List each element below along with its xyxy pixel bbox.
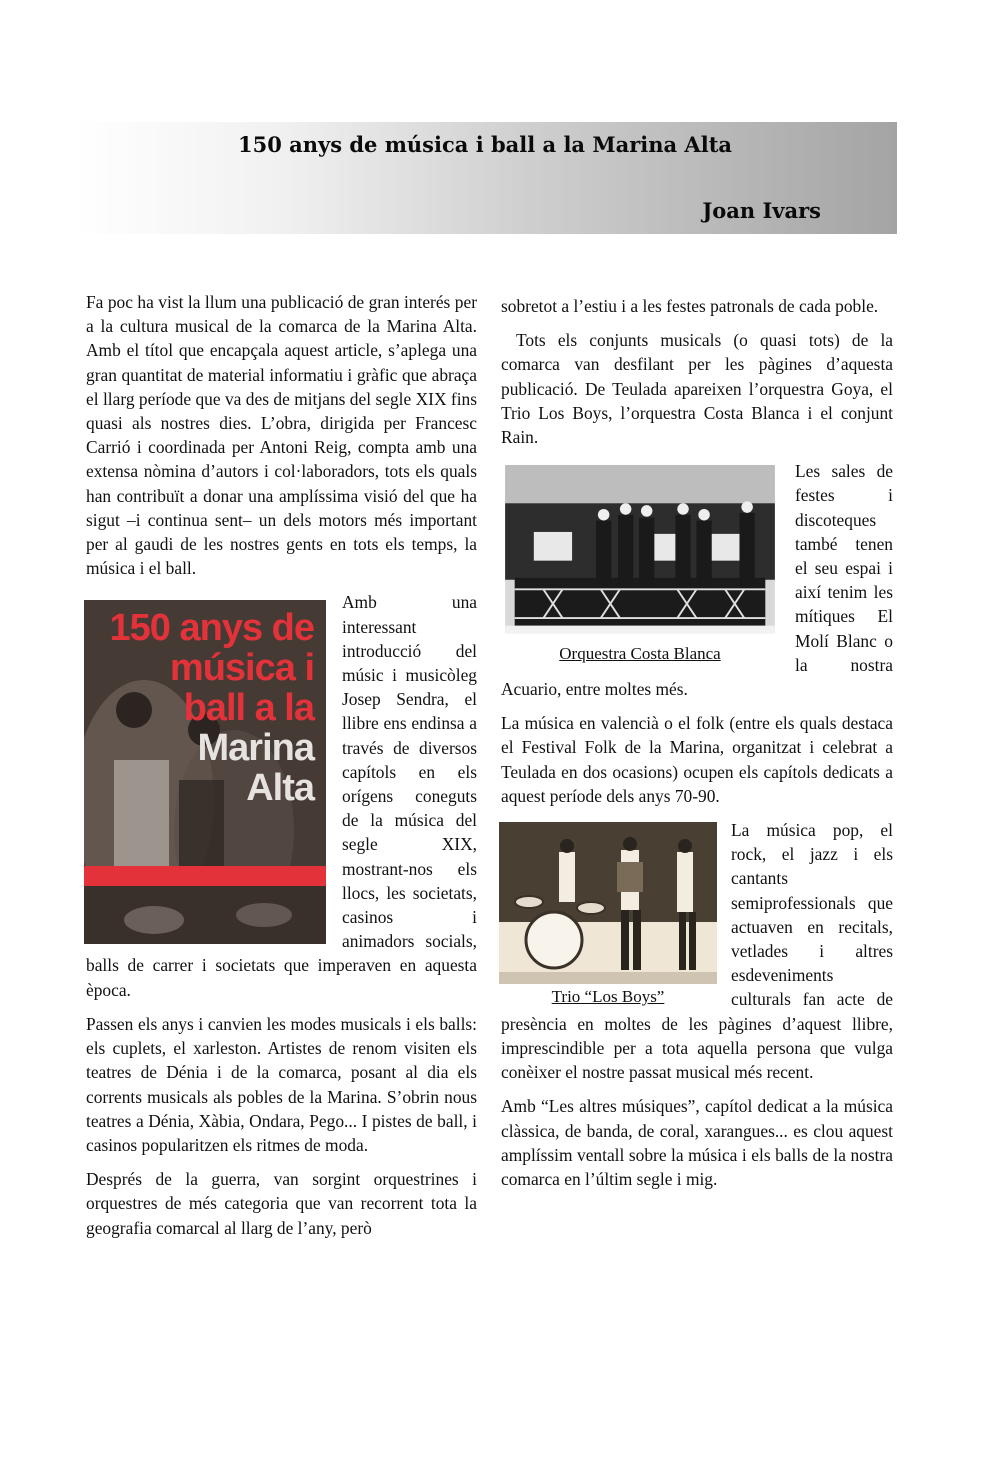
paragraph: Amb una interessant introducció del músic i musicòleg Josep Sendra, el llibre ens endinsa a través de diversos capítols en els orígens coneguts de la música del segle XIX, mostrant-nos els llocs, les societats, casinos i animadors socials, balls de carrer i societats que imperaven en aquesta època. xyxy=(86,592,477,1000)
right-column xyxy=(501,294,893,1201)
cover-red-band xyxy=(84,866,326,886)
paragraph: sobretot a l’estiu i a les festes patronals de cada poble. xyxy=(501,296,879,316)
caption-orquestra-costa-blanca: Orquestra Costa Blanca xyxy=(559,644,721,664)
cover-line: Alta xyxy=(246,767,314,810)
paragraph: La música pop, el rock, el jazz i els cantants semiprofessionals que actuaven en recitals, vetlades i altres esdeveniments culturals fan acte de presència en moltes de les pàgines d’aquest llibre, imprescindible per a tota aquella persona que vulga conèixer el nostre passat musical més recent. xyxy=(501,820,893,1083)
photo-trio-los-boys xyxy=(499,822,717,984)
cover-line: música i xyxy=(169,647,314,690)
photo-orquestra-costa-blanca xyxy=(499,465,781,641)
paragraph: Amb “Les altres músiques”, capítol dedicat a la música clàssica, de banda, de coral, xarangues... es clou aquest amplíssim ventall sobre la música i els balls de la nostra comarca en l’últim segle i mig. xyxy=(501,1096,893,1189)
cover-line: ball a la xyxy=(183,687,314,730)
book-cover-image xyxy=(84,600,326,944)
paragraph: Les sales de festes i discoteques també tenen el seu espai i així tenim les mítiques El Molí Blanc o la nostra Acuario, entre moltes més. xyxy=(501,461,893,700)
caption-trio-los-boys: Trio “Los Boys” xyxy=(551,987,665,1007)
article-author: Joan Ivars xyxy=(702,198,821,223)
book-cover-title xyxy=(110,608,314,808)
article-header xyxy=(73,122,897,234)
figure-orquestra-costa-blanca xyxy=(499,465,781,664)
paragraph: Passen els anys i canvien les modes musicals i els balls: els cuplets, el xarleston. Artistes de renom visiten els teatres de Dénia i de la comarca, posant al dia els corrents musicals als pobles de la Marina. S’obrin nous teatres a Dénia, Xàbia, Ondara, Pego... I pistes de ball, i casinos popularitzen els ritmes de moda. xyxy=(86,1013,477,1155)
cover-line: 150 anys de xyxy=(109,607,314,650)
paragraph: Tots els conjunts musicals (o quasi tots) de la comarca van desfilant per les pàgines d’aquesta publicació. De Teulada apareixen l’orquestra Goya, el Trio Los Boys, l’orquestra Costa Blanca i el conjunt Rain. xyxy=(501,330,893,448)
paragraph: Després de la guerra, van sorgint orquestrines i orquestres de més categoria que van recorrent tota la geografia comarcal al llarg de l’any, però xyxy=(86,1169,477,1238)
cover-line: Marina xyxy=(197,727,314,770)
article-title: 150 anys de música i ball a la Marina Alta xyxy=(237,132,733,157)
paragraph: Fa poc ha vist la llum una publicació de gran interés per a la cultura musical de la comarca de la Marina Alta. Amb el títol que encapçala aquest article, s’aplega una gran quantitat de material informatiu i gràfic que abraça el llarg període que va des de mitjans del segle XIX fins quasi als nostres dies. L’obra, dirigida per Francesc Carrió i coordinada per Antoni Reig, compta amb una extensa nòmina d’autors i col·laboradors, tots els quals han contribuït a donar una amplíssima visió del que ha sigut –i continua sent– un dels motors més important per al gaudi de les nostres gents en tots els temps, la música i el ball. xyxy=(86,292,477,579)
figure-trio-los-boys xyxy=(499,822,717,1007)
left-column xyxy=(86,290,477,1250)
paragraph: La música en valencià o el folk (entre els quals destaca el Festival Folk de la Marina, organitzat i celebrat a Teulada en dos ocasions) ocupen els capítols dedicats a aquest període dels anys 70-90. xyxy=(501,713,893,806)
